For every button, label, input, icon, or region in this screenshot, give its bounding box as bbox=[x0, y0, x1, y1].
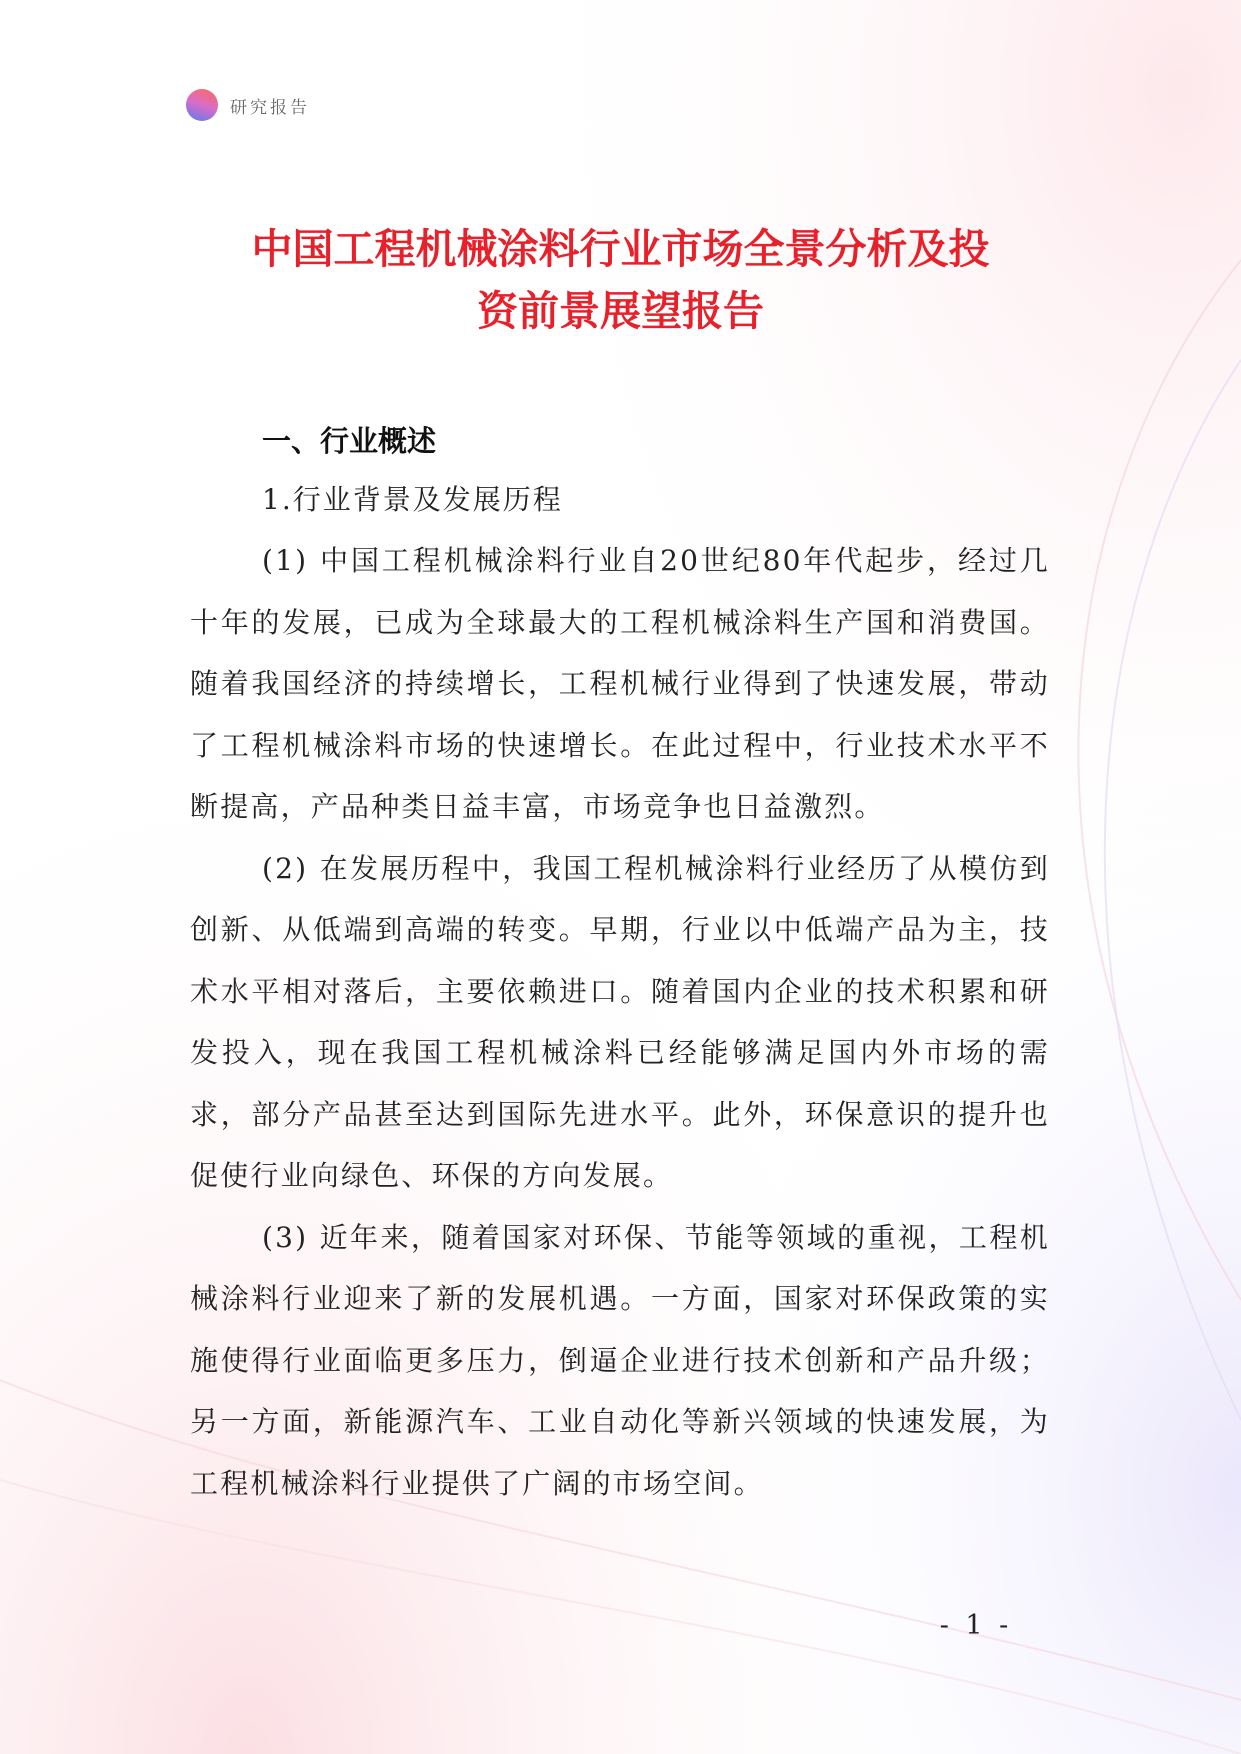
logo-icon bbox=[186, 89, 218, 121]
section-heading: 一、行业概述 bbox=[262, 424, 437, 458]
paragraph-3: (3) 近年来，随着国家对环保、节能等领域的重视，工程机械涂料行业迎来了新的发展机遇。一方面，国家对环保政策的实施使得行业面临更多压力，倒逼企业进行技术创新和产品升级；另一方面，新能源汽车、工业自动化等新兴领域的快速发展，为工程机械涂料行业提供了广阔的市场空间。 bbox=[190, 1220, 1050, 1500]
title-line-1: 中国工程机械涂料行业市场全景分析及投 bbox=[251, 225, 990, 273]
paragraph-2: (2) 在发展历程中，我国工程机械涂料行业经历了从模仿到创新、从低端到高端的转变。早期，行业以中低端产品为主，技术水平相对落后，主要依赖进口。随着国内企业的技术积累和研发投入，现在我国工程机械涂料已经能够满足国内外市场的需求，部分产品甚至达到国际先进水平。此外，环保意识的提升也促使行业向绿色、环保的方向发展。 bbox=[190, 851, 1050, 1192]
report-header bbox=[186, 88, 310, 122]
page-number-footer bbox=[0, 1610, 1241, 1641]
document-body bbox=[190, 412, 1050, 1514]
subsection-heading: 1.行业背景及发展历程 bbox=[262, 483, 563, 516]
header-label: 研究报告 bbox=[230, 97, 310, 118]
paragraph-1: (1) 中国工程机械涂料行业自20世纪80年代起步，经过几十年的发展，已成为全球最大的工程机械涂料生产国和消费国。随着我国经济的持续增长，工程机械行业得到了快速发展，带动了工程机械涂料市场的快速增长。在此过程中，行业技术水平不断提高，产品种类日益丰富，市场竞争也日益激烈。 bbox=[190, 544, 1050, 823]
document-title bbox=[170, 218, 1071, 342]
page-number: - 1 - bbox=[939, 1610, 1013, 1641]
title-line-2: 资前景展望报告 bbox=[477, 287, 764, 335]
